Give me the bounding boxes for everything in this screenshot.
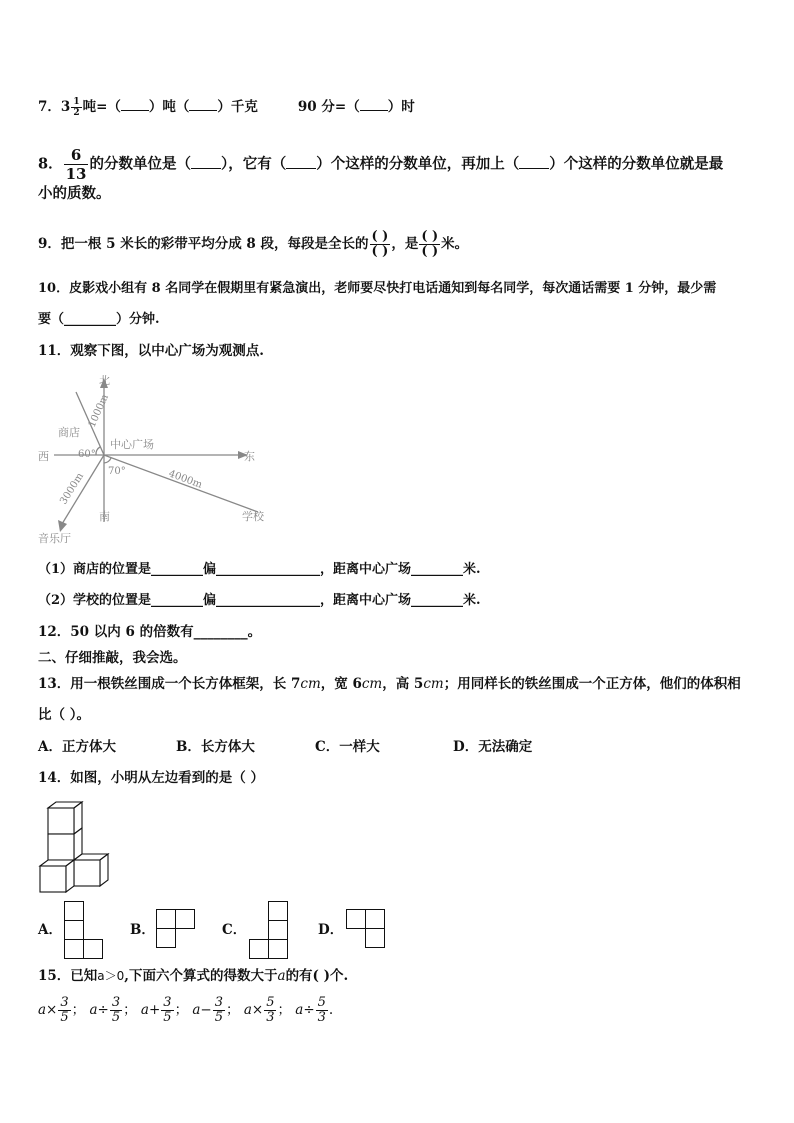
question-13 [38, 674, 741, 694]
q14-c-square-4 [268, 939, 288, 959]
q14-label-c[interactable]: C． [222, 922, 247, 938]
expr-1-num: 3 [60, 995, 69, 1010]
question-15 [38, 966, 348, 986]
q13-text-1: 13．用一根铁丝围成一个长方体框架，长 7 [38, 676, 301, 692]
q13-unit-2: cm [361, 676, 383, 692]
q14-b-square-3 [156, 928, 176, 948]
q14-c-square-1 [268, 901, 288, 921]
direction-map [38, 372, 278, 552]
question-12: 12．50 以内 6 的倍数有________。 [38, 624, 262, 640]
q14-a-square-2 [64, 920, 84, 940]
q7-text-3: ）千克 [217, 99, 258, 115]
expr-6-den: 3 [317, 1010, 326, 1025]
q9-text-1: 把一根 5 米长的彩带平均分成 8 段，每段是全长的 [60, 236, 369, 252]
q15-variable: a [277, 968, 286, 984]
map-angle-60: 60° [78, 449, 96, 460]
expr-1-den: 5 [60, 1010, 69, 1025]
question-11-sub2: （2）学校的位置是________偏________________，距离中心广场________米. [38, 593, 481, 608]
q7-frac-den: 2 [73, 108, 80, 118]
q13-text-2: ，宽 6 [320, 676, 362, 692]
q15-text-3: 的有( )个. [285, 968, 349, 984]
expr-4-num: 3 [214, 995, 224, 1010]
q15-expr-4 [192, 995, 240, 1025]
q7-fraction [71, 97, 81, 118]
question-11-sub1: （1）商店的位置是________偏________________，距离中心广场________米. [38, 562, 481, 577]
question-14: 14．如图，小明从左边看到的是（ ） [38, 770, 264, 786]
expr-6-frac [316, 996, 328, 1025]
q7-whole: 3 [60, 99, 71, 115]
expr-5-den: 3 [266, 1010, 275, 1025]
q14-a-square-3 [64, 939, 84, 959]
q9-frac2-den: ( ) [421, 244, 439, 259]
cube-left-side [66, 860, 74, 892]
map-angle-70: 70° [108, 466, 126, 477]
q13-option-d[interactable]: D．无法确定 [453, 739, 533, 755]
q15-expr-5 [243, 995, 291, 1025]
map-center: 中心广场 [110, 438, 154, 451]
expr-2-num: 3 [111, 995, 121, 1010]
q14-b-square-1 [156, 909, 176, 929]
q14-d-square-1 [346, 909, 366, 929]
question-10-line2: 要（________）分钟. [38, 312, 160, 327]
expr-6-op: a÷ [295, 1002, 315, 1018]
map-distance-1000: 1000m [86, 392, 111, 430]
q15-text-1: 15．已知 [38, 968, 98, 984]
q7-number: 7． [38, 99, 61, 115]
cube-front-2 [48, 834, 74, 860]
expr-5-frac [264, 996, 276, 1025]
expr-3-sep: ； [174, 1002, 189, 1018]
q7-text-1: 吨=（ [82, 99, 121, 115]
q8-number: 8． [38, 155, 63, 173]
q9-text-3: 米。 [441, 236, 469, 252]
expr-3-num: 3 [163, 995, 172, 1010]
section-2-heading: 二、仔细推敲，我会选。 [38, 650, 187, 666]
music-arrow [58, 520, 67, 532]
q13-unit-3: cm [423, 676, 444, 692]
question-7 [38, 97, 415, 118]
q9-text-2: ，是 [391, 236, 419, 252]
q13-unit-1: cm [300, 676, 321, 692]
map-shop: 商店 [58, 426, 80, 439]
expr-4-frac [213, 996, 225, 1025]
angle-arc-60 [96, 447, 100, 455]
question-11-title: 11．观察下图，以中心广场为观测点. [38, 343, 264, 359]
q7-frac-num: 1 [73, 97, 80, 107]
q14-c-square-2 [268, 920, 288, 940]
map-distance-3000: 3000m [58, 471, 87, 507]
q13-option-b[interactable]: B．长方体大 [176, 739, 255, 755]
cube-figure [38, 800, 112, 894]
q9-frac1-den: ( ) [371, 244, 389, 259]
q14-d-square-2 [365, 909, 385, 929]
expr-4-sep: ； [226, 1002, 240, 1018]
expr-4-den: 5 [214, 1010, 224, 1025]
map-distance-4000: 4000m [166, 468, 204, 491]
q8-text-3: ）个这样的分数单位，再加上（ [316, 155, 520, 173]
expr-1-op: a× [38, 1002, 58, 1018]
q14-a-square-1 [64, 901, 84, 921]
q8-text-1: 的分数单位是（ [89, 155, 191, 173]
q8-text-4: ）个这样的分数单位就是最 [549, 155, 724, 173]
q14-label-a[interactable]: A． [38, 922, 62, 938]
q14-d-square-3 [365, 928, 385, 948]
expr-2-op: a÷ [89, 1002, 109, 1018]
q8-frac-num: 6 [64, 146, 89, 165]
q9-number: 9． [38, 236, 61, 252]
expr-2-den: 5 [111, 1010, 121, 1025]
q8-frac-den: 13 [65, 165, 87, 183]
cube-front-1 [48, 808, 74, 834]
cube-left-front [40, 866, 66, 892]
angle-arc-70 [104, 458, 111, 463]
expr-3-frac [161, 996, 173, 1025]
cube-right-front [74, 860, 100, 886]
q13-option-a[interactable]: A．正方体大 [38, 739, 116, 755]
map-west: 西 [38, 450, 49, 463]
map-north: 北 [99, 374, 110, 387]
question-9 [38, 230, 468, 259]
q9-fraction-2 [419, 230, 440, 259]
q15-expr-3 [140, 995, 189, 1025]
expr-6-sep: . [328, 1002, 334, 1018]
q9-frac1-num: ( ) [371, 229, 389, 244]
q7-text-5: ）时 [387, 99, 415, 115]
q14-label-b[interactable]: B． [130, 922, 155, 938]
question-8 [38, 146, 723, 183]
question-13-line2: 比（ ）。 [38, 707, 90, 723]
map-east: 东 [244, 450, 255, 463]
q7-text-2: ）吨（ [148, 99, 190, 115]
q15-text-2: ,下面六个算式的得数大于 [124, 968, 278, 984]
q15-expressions [38, 996, 333, 1025]
q14-c-square-3 [249, 939, 269, 959]
q8-fraction [64, 146, 89, 183]
expr-3-den: 5 [163, 1010, 172, 1025]
q8-text-2: ），它有（ [220, 155, 287, 173]
q14-b-square-2 [175, 909, 195, 929]
question-8-line2: 小的质数。 [38, 185, 111, 202]
q9-fraction-1 [370, 230, 391, 259]
expr-2-sep: ； [123, 1002, 137, 1018]
expr-6-num: 5 [317, 995, 326, 1010]
expr-1-frac [58, 996, 70, 1025]
expr-5-op: a× [243, 1002, 264, 1018]
expr-4-op: a− [192, 1002, 212, 1018]
q13-text-3: ，高 5 [382, 676, 424, 692]
q15-expr-2 [89, 995, 137, 1025]
q14-a-square-4 [83, 939, 103, 959]
question-10-line1: 10．皮影戏小组有 8 名同学在假期里有紧急演出，老师要尽快打电话通知到每名同学，每次通话需要 1 分钟，最少需 [38, 281, 717, 296]
q15-condition: a＞0 [97, 969, 125, 983]
expr-1-sep: ； [71, 1002, 86, 1018]
cube-right-side [100, 854, 108, 886]
q13-option-c[interactable]: C．一样大 [315, 739, 380, 755]
map-school: 学校 [242, 510, 264, 523]
q9-frac2-num: ( ) [421, 229, 439, 244]
expr-5-num: 5 [266, 995, 275, 1010]
q13-text-4: ；用同样长的铁丝围成一个正方体，他们的体积相 [443, 676, 741, 692]
map-music: 音乐厅 [38, 532, 71, 545]
expr-2-frac [110, 996, 122, 1025]
q14-label-d[interactable]: D． [318, 922, 344, 938]
q7-text-4: 90 分=（ [297, 99, 360, 115]
expr-5-sep: ； [277, 1002, 291, 1018]
q15-expr-6 [295, 995, 334, 1025]
map-south: 南 [99, 510, 110, 523]
expr-3-op: a+ [140, 1002, 161, 1018]
q15-expr-1 [38, 995, 86, 1025]
